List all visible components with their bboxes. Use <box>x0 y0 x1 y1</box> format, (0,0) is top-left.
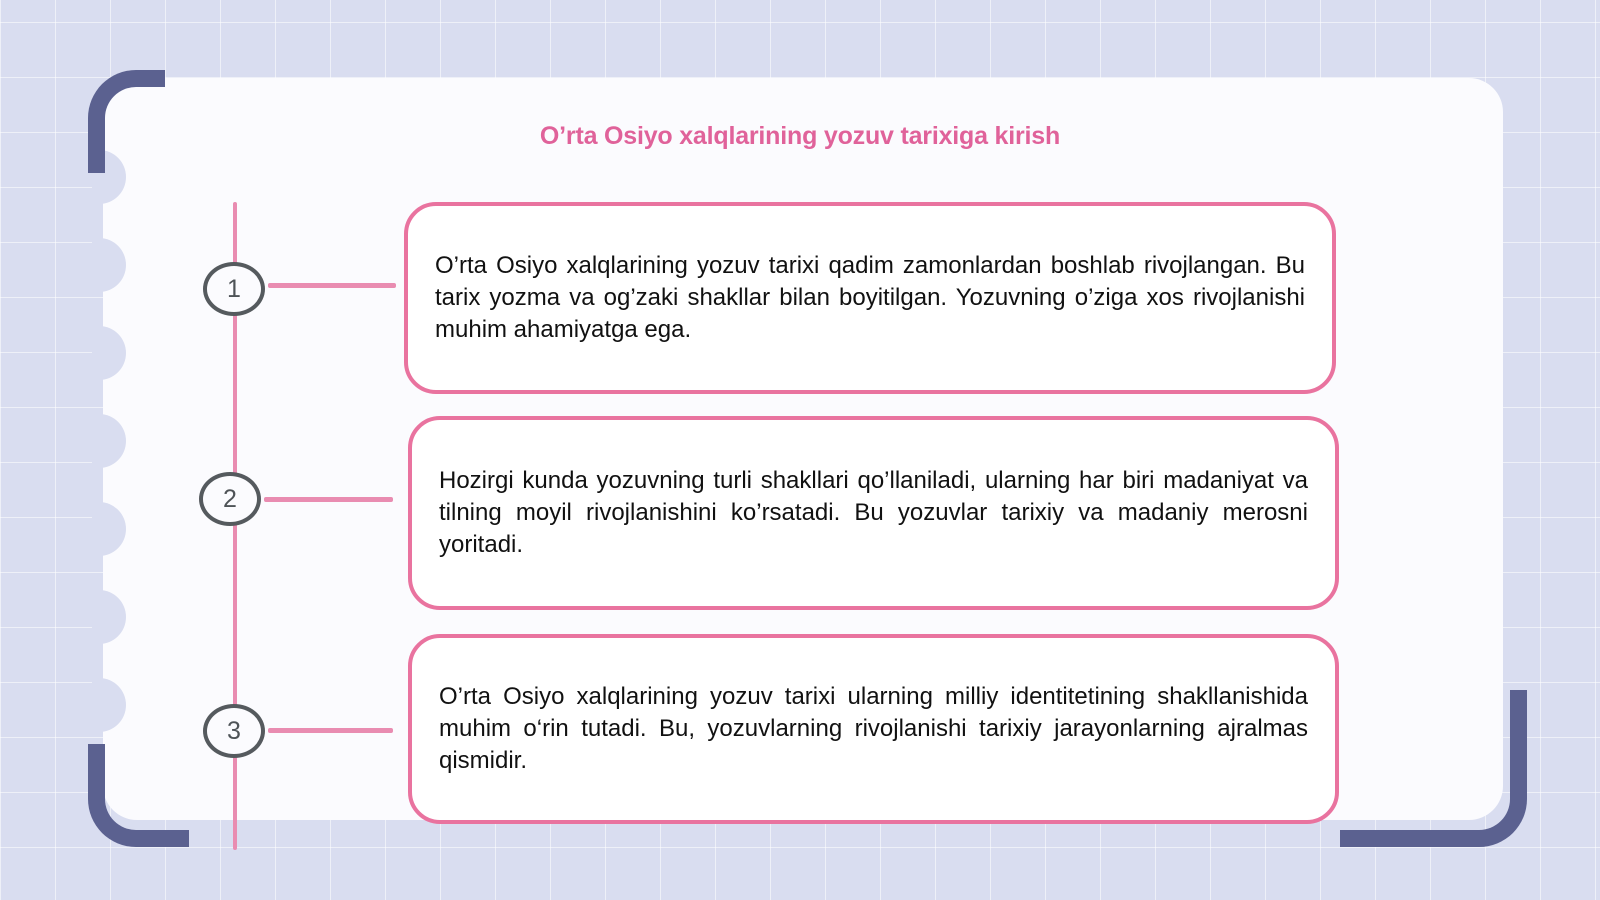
timeline-card-2 <box>408 416 1339 610</box>
card-text-2: Hozirgi kunda yozuvning turli shakllari qo’llaniladi, ularning har biri madaniyat va tilning moyil rivojlanishini ko’rsatadi. Bu yozuvlar tarixiy va madaniy merosni yoritadi. <box>439 467 1308 558</box>
step-number-2: 2 <box>199 472 261 526</box>
timeline-card-3 <box>408 634 1339 824</box>
timeline-connector <box>268 728 393 733</box>
card-text-3: O’rta Osiyo xalqlarining yozuv tarixi ularning milliy identitetining shakllanishida muhim o‘rin tutadi. Bu, yozuvlarning rivojlanishi tarixiy jarayonlarning ajralmas qismidir. <box>439 683 1308 774</box>
step-number-3: 3 <box>203 704 265 758</box>
timeline-connector <box>264 497 393 502</box>
page-title: O’rta Osiyo xalqlarining yozuv tarixiga kirish <box>539 122 1061 150</box>
timeline-connector <box>268 283 396 288</box>
timeline-card-1 <box>404 202 1336 394</box>
step-number-1: 1 <box>203 262 265 316</box>
corner-bracket-bottom-right <box>1340 690 1527 847</box>
card-text-1: O’rta Osiyo xalqlarining yozuv tarixi qadim zamonlardan boshlab rivojlangan. Bu tarix yozma va og’zaki shakllar bilan boyitilgan. Yozuvning o’ziga xos rivojlanishi muhim ahamiyatga ega. <box>435 252 1305 343</box>
corner-bracket-bottom-left <box>88 744 189 847</box>
